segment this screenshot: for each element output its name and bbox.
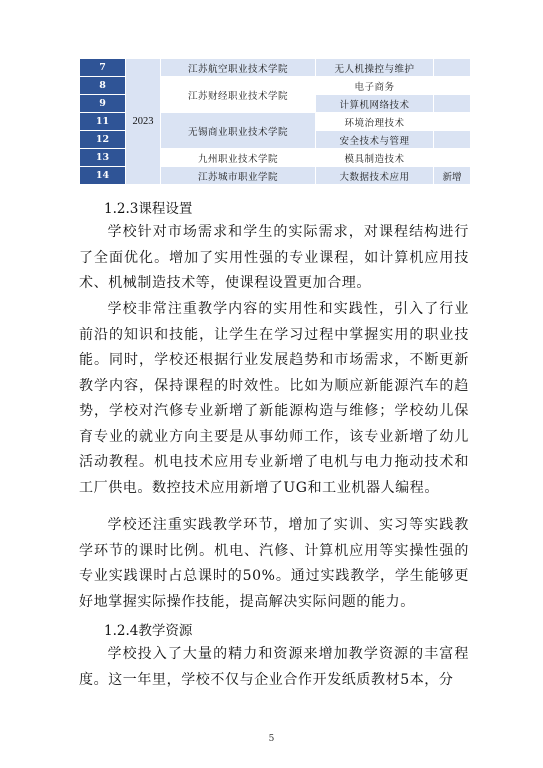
major-cell: 安全技术与管理 <box>316 131 434 149</box>
page-number: 5 <box>268 734 275 744</box>
note-cell <box>434 131 471 149</box>
row-number: 11 <box>80 113 126 131</box>
paragraph-text: 学校投入了大量的精力和资源来增加教学资源的丰富程度。这一年里，学校不仅与企业合作开发纸质教材5本，分 <box>79 646 469 688</box>
note-cell <box>434 59 471 77</box>
paragraph-text: 学校非常注重教学内容的实用性和实践性，引入了行业前沿的知识和技能，让学生在学习过程中掌握实用的职业技能。同时，学校还根据行业发展趋势和市场需求，不断更新教学内容，保持课程的时效性。比如为顺应新能源汽车的趋势，学校对汽修专业新增了新能源构造与维修；学校幼儿保育专业的就业方向主要是从事幼师工作，该专业新增了幼儿活动教程。机电技术应用专业新增了电机与电力拖动技术和工厂供电。数控技术应用新增了UG和工业机器人编程。 <box>79 301 469 496</box>
major-cell: 大数据技术应用 <box>316 167 434 185</box>
note-cell <box>434 77 471 95</box>
program-table <box>79 58 471 185</box>
paragraph <box>79 220 469 297</box>
major-cell: 环境治理技术 <box>316 113 434 131</box>
school-cell: 江苏财经职业技术学院 <box>161 77 316 113</box>
row-number: 12 <box>80 131 126 149</box>
paragraph <box>79 297 469 501</box>
school-cell: 九州职业技术学院 <box>161 149 316 167</box>
note-cell <box>434 149 471 167</box>
major-cell: 模具制造技术 <box>316 149 434 167</box>
note-cell <box>434 113 471 131</box>
table-row <box>80 59 471 77</box>
note-cell: 新增 <box>434 167 471 185</box>
school-cell: 无锡商业职业技术学院 <box>161 113 316 149</box>
major-cell: 电子商务 <box>316 77 434 95</box>
row-number: 13 <box>80 149 126 167</box>
school-cell: 江苏城市职业学院 <box>161 167 316 185</box>
row-number: 14 <box>80 167 126 185</box>
note-cell <box>434 95 471 113</box>
section-heading-1-2-3: 1.2.3课程设置 <box>104 201 193 217</box>
paragraph <box>79 513 469 615</box>
year-cell: 2023 <box>126 59 161 185</box>
section-heading-1-2-4: 1.2.4教学资源 <box>104 623 193 639</box>
paragraph-text: 学校针对市场需求和学生的实际需求，对课程结构进行了全面优化。增加了实用性强的专业课程，如计算机应用技术、机械制造技术等，使课程设置更加合理。 <box>79 224 469 291</box>
row-number: 9 <box>80 95 126 113</box>
school-cell: 江苏航空职业技术学院 <box>161 59 316 77</box>
major-cell: 计算机网络技术 <box>316 95 434 113</box>
paragraph <box>79 642 469 693</box>
major-cell: 无人机操控与维护 <box>316 59 434 77</box>
row-number: 7 <box>80 59 126 77</box>
paragraph-text: 学校还注重实践教学环节，增加了实训、实习等实践教学环节的课时比例。机电、汽修、计算机应用等实操性强的专业实践课时占总课时的50%。通过实践教学，学生能够更好地掌握实际操作技能，提高解决实际问题的能力。 <box>79 517 469 610</box>
row-number: 8 <box>80 77 126 95</box>
